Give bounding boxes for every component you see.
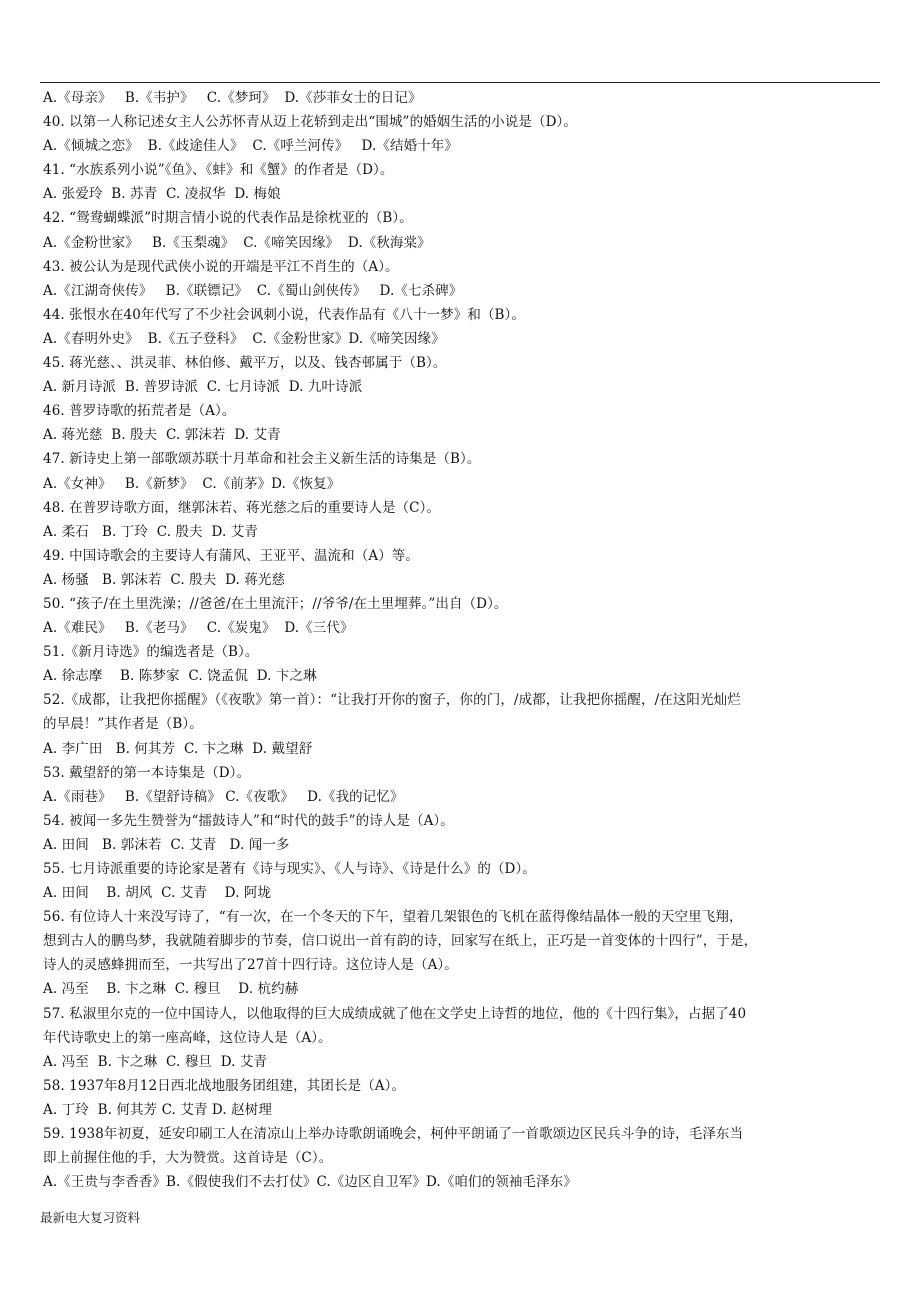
- text-line: 42. “鸳鸯蝴蝶派”时期言情小说的代表作品是徐枕亚的（B）。: [43, 210, 413, 227]
- text-line: 56. 有位诗人十来没写诗了，“有一次，在一个冬天的下午，望着几架银色的飞机在蓝得像结晶体一般的天空里飞翔，: [43, 909, 743, 926]
- text-line: 41. “水族系列小说”《鱼》、《蚌》和《蟹》的作者是（D）。: [43, 162, 394, 179]
- text-line: A. 张爱玲 B. 苏青 C. 凌叔华 D. 梅娘: [43, 186, 281, 203]
- text-line: 45. 蒋光慈、、洪灵菲、林伯修、戴平万，以及、钱杏邨属于（B）。: [43, 355, 447, 372]
- page-footer: 最新电大复习资料: [40, 1210, 141, 1225]
- text-line: A.《母亲》 B.《韦护》 C.《梦珂》 D.《莎菲女士的日记》: [43, 90, 422, 106]
- text-line: A. 冯至 B. 卞之琳 C. 穆旦 D. 杭约赫: [43, 981, 299, 998]
- text-line: 诗人的灵感蜂拥而至，一共写出了27首十四行诗。这位诗人是（A）。: [43, 957, 458, 974]
- text-line: A.《倾城之恋》 B.《歧途佳人》 C.《呼兰河传》 D.《结婚十年》: [43, 138, 458, 155]
- text-line: A. 徐志摩 B. 陈梦家 C. 饶孟侃 D. 卞之琳: [43, 668, 317, 685]
- text-line: 想到古人的鹏鸟梦，我就随着脚步的节奏，信口说出一首有韵的诗，回家写在纸上，正巧是一首变体的十四行”，于是，: [43, 933, 758, 950]
- text-line: 52.《成都，让我把你摇醒》（《夜歌》第一首）：“让我打开你的窗子，你的门，/成都，让我把你摇醒，/在这阳光灿烂: [43, 692, 741, 709]
- text-line: A.《金粉世家》 B.《玉梨魂》 C.《啼笑因缘》 D.《秋海棠》: [43, 234, 431, 251]
- text-line: A. 李广田 B. 何其芳 C. 卞之琳 D. 戴望舒: [43, 740, 313, 757]
- document-body: [43, 86, 879, 1194]
- text-line: 51.《新月诗选》的编选者是（B）。: [43, 644, 259, 661]
- text-line: A.《女神》 B.《新梦》 C.《前茅》D.《恢复》: [43, 475, 341, 492]
- text-line: 55. 七月诗派重要的诗论家是著有《诗与现实》、《人与诗》、《诗是什么》的（D）。: [43, 861, 536, 877]
- text-line: A. 田间 B. 郭沫若 C. 艾青 D. 闻一多: [43, 836, 290, 853]
- text-line: 46. 普罗诗歌的拓荒者是（A）。: [43, 403, 236, 420]
- text-line: A. 杨骚 B. 郭沫若 C. 殷夫 D. 蒋光慈: [43, 571, 286, 588]
- text-line: A.《雨巷》 B.《望舒诗稿》 C.《夜歌》 D.《我的记忆》: [43, 788, 404, 805]
- text-line: 58. 1937年8月12日西北战地服务团组建，其团长是（A）。: [43, 1077, 406, 1094]
- text-line: 53. 戴望舒的第一本诗集是（D）。: [43, 764, 251, 781]
- text-line: A.《王贵与李香香》B.《假使我们不去打仗》C.《边区自卫军》D.《咱们的领袖毛泽东》: [43, 1174, 577, 1191]
- text-line: A.《春明外史》 B.《五子登科》 C.《金粉世家》D.《啼笑因缘》: [43, 330, 445, 347]
- text-line: 的早晨！”其作者是（B）。: [43, 716, 203, 733]
- text-line: A.《江湖奇侠传》 B.《联镖记》 C.《蜀山剑侠传》 D.《七杀碑》: [43, 282, 463, 299]
- text-line: 47. 新诗史上第一部歌颂苏联十月革命和社会主义新生活的诗集是（B）。: [43, 451, 481, 468]
- text-line: A. 冯至 B. 卞之琳 C. 穆旦 D. 艾青: [43, 1053, 268, 1070]
- text-line: A. 蒋光慈 B. 殷夫 C. 郭沫若 D. 艾青: [43, 427, 281, 444]
- text-line: 48. 在普罗诗歌方面，继郭沫若、蒋光慈之后的重要诗人是（C）。: [43, 499, 441, 516]
- text-line: 40. 以第一人称记述女主人公苏怀青从迈上花轿到走出“围城”的婚姻生活的小说是（D）。: [43, 114, 577, 131]
- text-line: 44. 张恨水在40年代写了不少社会讽刺小说，代表作品有《八十一梦》和（B）。: [43, 306, 526, 323]
- text-line: A. 丁玲 B. 何其芳 C. 艾青 D. 赵树理: [43, 1101, 272, 1118]
- header-rule: [40, 82, 880, 83]
- text-line: 54. 被闻一多先生赞誉为“擂鼓诗人”和“时代的鼓手”的诗人是（A）。: [43, 812, 454, 829]
- text-line: 57. 私淑里尔克的一位中国诗人，以他取得的巨大成绩成就了他在文学史上诗哲的地位，他的《十四行集》，占据了40: [43, 1005, 747, 1022]
- text-line: 49. 中国诗歌会的主要诗人有蒲风、王亚平、温流和（A）等。: [43, 547, 420, 564]
- text-line: 59. 1938年初夏，延安印刷工人在清凉山上举办诗歌朗诵晚会，柯仲平朗诵了一首歌颂边区民兵斗争的诗，毛泽东当: [43, 1126, 744, 1143]
- text-line: 43. 被公认为是现代武侠小说的开端是平江不肖生的（A）。: [43, 258, 399, 275]
- text-line: 50. “孩子/在土里洗澡；//爸爸/在土里流汗；//爷爷/在土里埋葬。”出自（D）。: [43, 595, 508, 612]
- text-line: A.《难民》 B.《老马》 C.《炭鬼》 D.《三代》: [43, 620, 354, 637]
- text-line: A. 新月诗派 B. 普罗诗派 C. 七月诗派 D. 九叶诗派: [43, 379, 363, 396]
- text-line: A. 田间 B. 胡风 C. 艾青 D. 阿垅: [43, 885, 272, 902]
- text-line: A. 柔石 B. 丁玲 C. 殷夫 D. 艾青: [43, 523, 258, 540]
- text-line: 年代诗歌史上的第一座高峰，这位诗人是（A）。: [43, 1029, 332, 1046]
- text-line: 即上前握住他的手，大为赞赏。这首诗是（C）。: [43, 1150, 333, 1167]
